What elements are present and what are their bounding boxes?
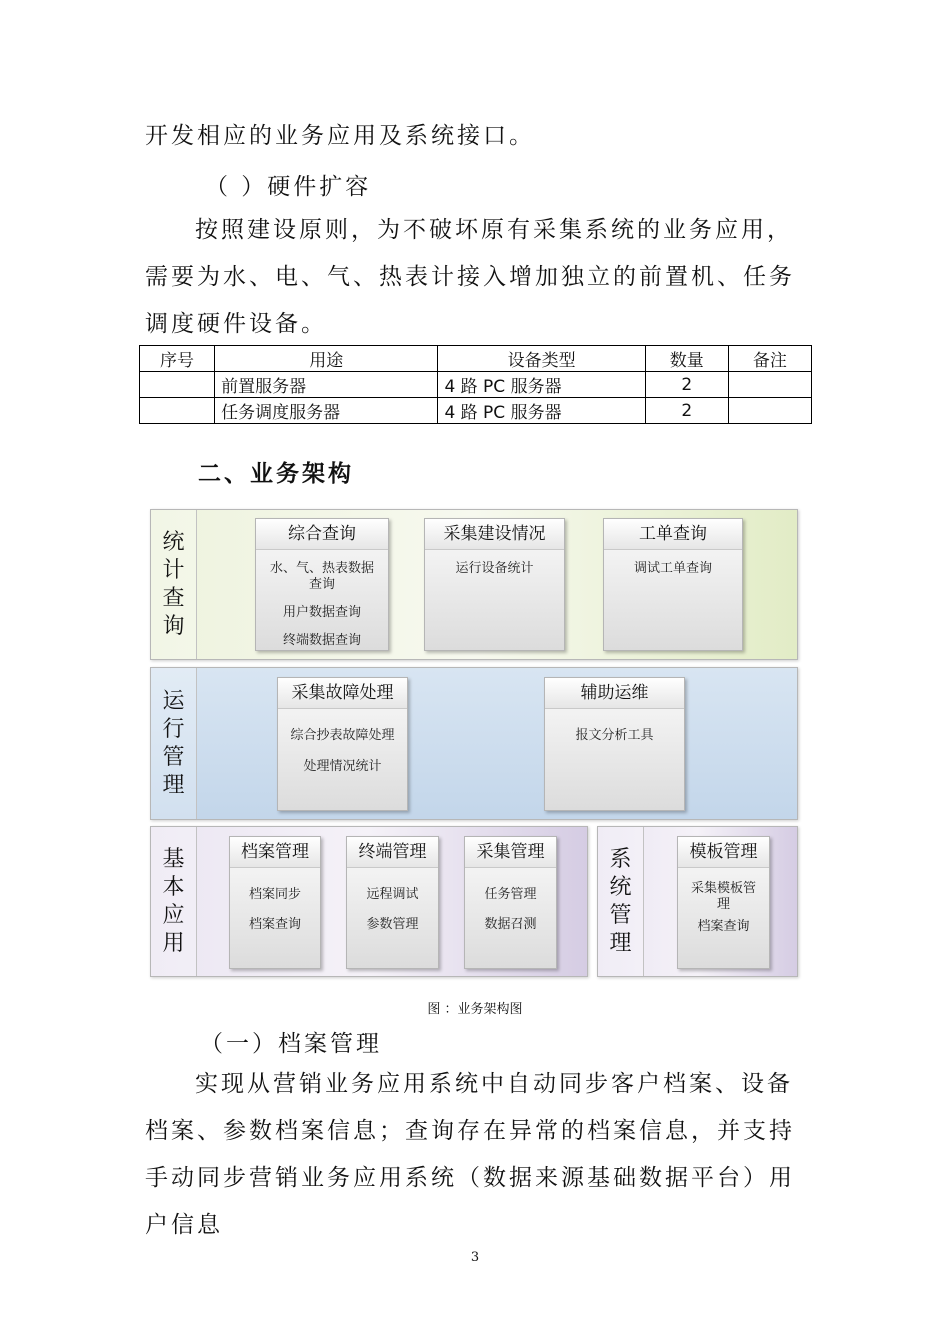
module-item: 综合抄表故障处理 (290, 728, 395, 743)
table-cell: 前置服务器 (215, 372, 438, 398)
module-title: 工单查询 (604, 519, 742, 550)
module-items (686, 881, 761, 947)
table-header: 设备类型 (438, 346, 645, 372)
equipment-table (139, 345, 812, 424)
band-basic-application (150, 826, 588, 977)
module-title: 采集故障处理 (278, 678, 407, 709)
table-cell (728, 398, 811, 424)
module-item: 任务管理 (484, 887, 537, 902)
module-box (424, 518, 565, 651)
module-items (282, 728, 403, 787)
archive-paragraph: 实现从营销业务应用系统中自动同步客户档案、设备档案、参数档案信息；查询存在异常的档案信息，并支持手动同步营销业务应用系统（数据来源基础数据平台）用户信息 (145, 1071, 795, 1238)
table-header: 数量 (645, 346, 728, 372)
module-item: 调试工单查询 (633, 561, 712, 576)
table-cell (728, 372, 811, 398)
module-title: 辅助运维 (545, 678, 684, 709)
module-item: 档案同步 (248, 887, 301, 902)
band-statistics-query (150, 509, 798, 660)
table-cell: 任务调度服务器 (215, 398, 438, 424)
table-cell: 4 路 PC 服务器 (438, 398, 645, 424)
module-title: 档案管理 (230, 837, 320, 868)
module-box (229, 836, 321, 969)
table-cell (140, 372, 215, 398)
module-item: 终端数据查询 (282, 633, 361, 648)
figure-caption: 图 ：业务架构图 (427, 1002, 523, 1017)
module-item: 运行设备统计 (455, 561, 534, 576)
page-number: 3 (470, 1250, 480, 1265)
module-item: 档案查询 (248, 917, 301, 932)
module-item: 采集模板管理 (690, 881, 756, 912)
table-cell (140, 398, 215, 424)
table-header: 序号 (140, 346, 215, 372)
module-items (469, 887, 552, 945)
band-label-text: 运行管理 (162, 688, 185, 798)
module-box (464, 836, 557, 969)
module-box (346, 836, 439, 969)
module-item: 用户数据查询 (282, 605, 361, 620)
module-title: 终端管理 (347, 837, 438, 868)
module-box (544, 677, 685, 811)
module-title: 模板管理 (678, 837, 769, 868)
section-heading: 二、业务架构 (198, 461, 354, 487)
module-box (277, 677, 408, 811)
module-item: 处理情况统计 (303, 759, 382, 774)
table-cell: 2 (645, 398, 728, 424)
band-label-text: 系统管理 (609, 846, 632, 956)
band-label-text: 基本应用 (162, 846, 185, 956)
band-label (598, 827, 644, 976)
table-cell: 2 (645, 372, 728, 398)
band-label (151, 510, 197, 659)
module-box (255, 518, 389, 651)
module-item: 报文分析工具 (575, 728, 654, 743)
module-items (268, 561, 376, 661)
module-items (234, 887, 316, 945)
intro-line: 开发相应的业务应用及系统接口。 (145, 123, 535, 149)
table-header-row (140, 346, 812, 372)
module-item: 数据召测 (484, 917, 537, 932)
sub-heading: （一）档案管理 (200, 1031, 382, 1057)
module-title: 采集建设情况 (425, 519, 564, 550)
module-item: 水、气、热表数据查询 (269, 561, 374, 592)
table-header: 备注 (728, 346, 811, 372)
hardware-heading: （ ）硬件扩容 (205, 174, 372, 200)
module-items (429, 561, 560, 589)
band-operations-management (150, 667, 798, 820)
table-row (140, 398, 812, 424)
hardware-paragraph: 按照建设原则，为不破坏原有采集系统的业务应用，需要为水、电、气、热表计接入增加独立的前置机、任务调度硬件设备。 (145, 217, 795, 337)
module-box (677, 836, 770, 969)
table-header: 用途 (215, 346, 438, 372)
module-box (603, 518, 743, 651)
band-label (151, 668, 197, 819)
band-label (151, 827, 197, 976)
module-item: 远程调试 (366, 887, 419, 902)
module-item: 档案查询 (697, 919, 750, 934)
module-items (351, 887, 434, 945)
table-row (140, 372, 812, 398)
band-system-management (597, 826, 798, 977)
table-cell: 4 路 PC 服务器 (438, 372, 645, 398)
module-title: 综合查询 (256, 519, 388, 550)
module-items (608, 561, 738, 589)
band-label-text: 统计查询 (162, 529, 185, 639)
module-item: 参数管理 (366, 917, 419, 932)
module-title: 采集管理 (465, 837, 556, 868)
module-items (549, 728, 680, 756)
